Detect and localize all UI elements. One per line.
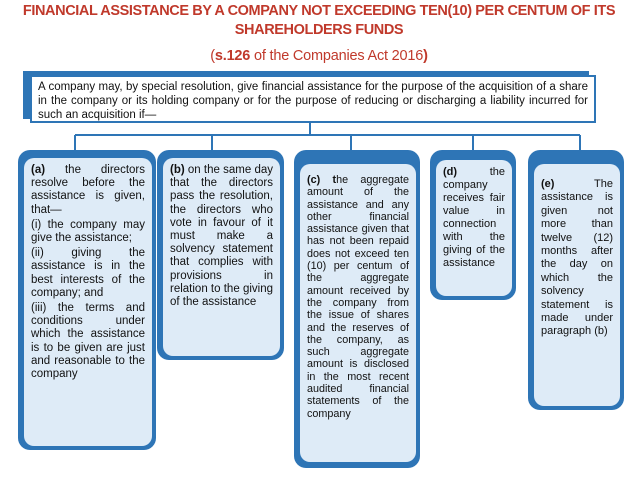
condition-b-text: on the same day that the directors pass the resolution, the directors who vote in favour of it must make a solvency statement that complies with provisions in relation to the giving of the assistance [170,164,273,309]
condition-c-box [294,150,420,468]
subtitle-open-paren: ( [210,48,215,64]
subtitle-act: of the Companies Act 2016 [250,48,424,64]
intro-text: A company may, by special resolution, give financial assistance for the purpose of the acquisition of a share in the company or its holding company or for the purpose of reducing or discharging a liability incurred for such an acquisition if— [38,81,588,121]
condition-b-box [157,150,284,360]
condition-e-text: The assistance is given not more than twelve (12) months after the day on which the solvency statement is made under paragraph (b) [541,178,613,338]
condition-e-box [528,150,624,410]
condition-a-label: (a) [31,164,46,176]
condition-a-item-i: (i) the company may give the assistance; [31,218,145,245]
condition-e-label: (e) [541,178,555,190]
subtitle-close-paren: ) [423,48,428,64]
condition-a-item-iii: (iii) the terms and conditions under which the assistance is to be given are just and reasonable to the company [31,302,145,381]
condition-a-text: the directors resolve before the assistance is given, that— [31,164,145,216]
condition-a-box [18,150,156,450]
subtitle-section: s.126 [214,48,251,64]
condition-c-label: (c) t [307,174,337,186]
condition-c-text: he aggregate amount of the assistance and any other financial assistance given that has not been repaid does not exceed ten (10) per centum of the aggregate amount received by the company from the issue of shares and the reserves of the company, as such aggregate amount is disclosed in the most recent audited financial statements of the company [307,174,409,420]
condition-d-box [430,150,516,300]
title-line-1: FINANCIAL ASSISTANCE BY A COMPANY NOT EXCEEDING TEN(10) PER CENTUM OF ITS [22,3,616,19]
condition-b-label: (b) [170,164,185,176]
condition-d-label: (d) [443,166,458,178]
condition-d-text: the company receives fair value in connection with the giving of the assistance [443,166,505,269]
title-line-2: SHAREHOLDERS FUNDS [234,22,404,38]
condition-a-item-ii: (ii) giving the assistance is in the best interests of the company; and [31,247,145,299]
